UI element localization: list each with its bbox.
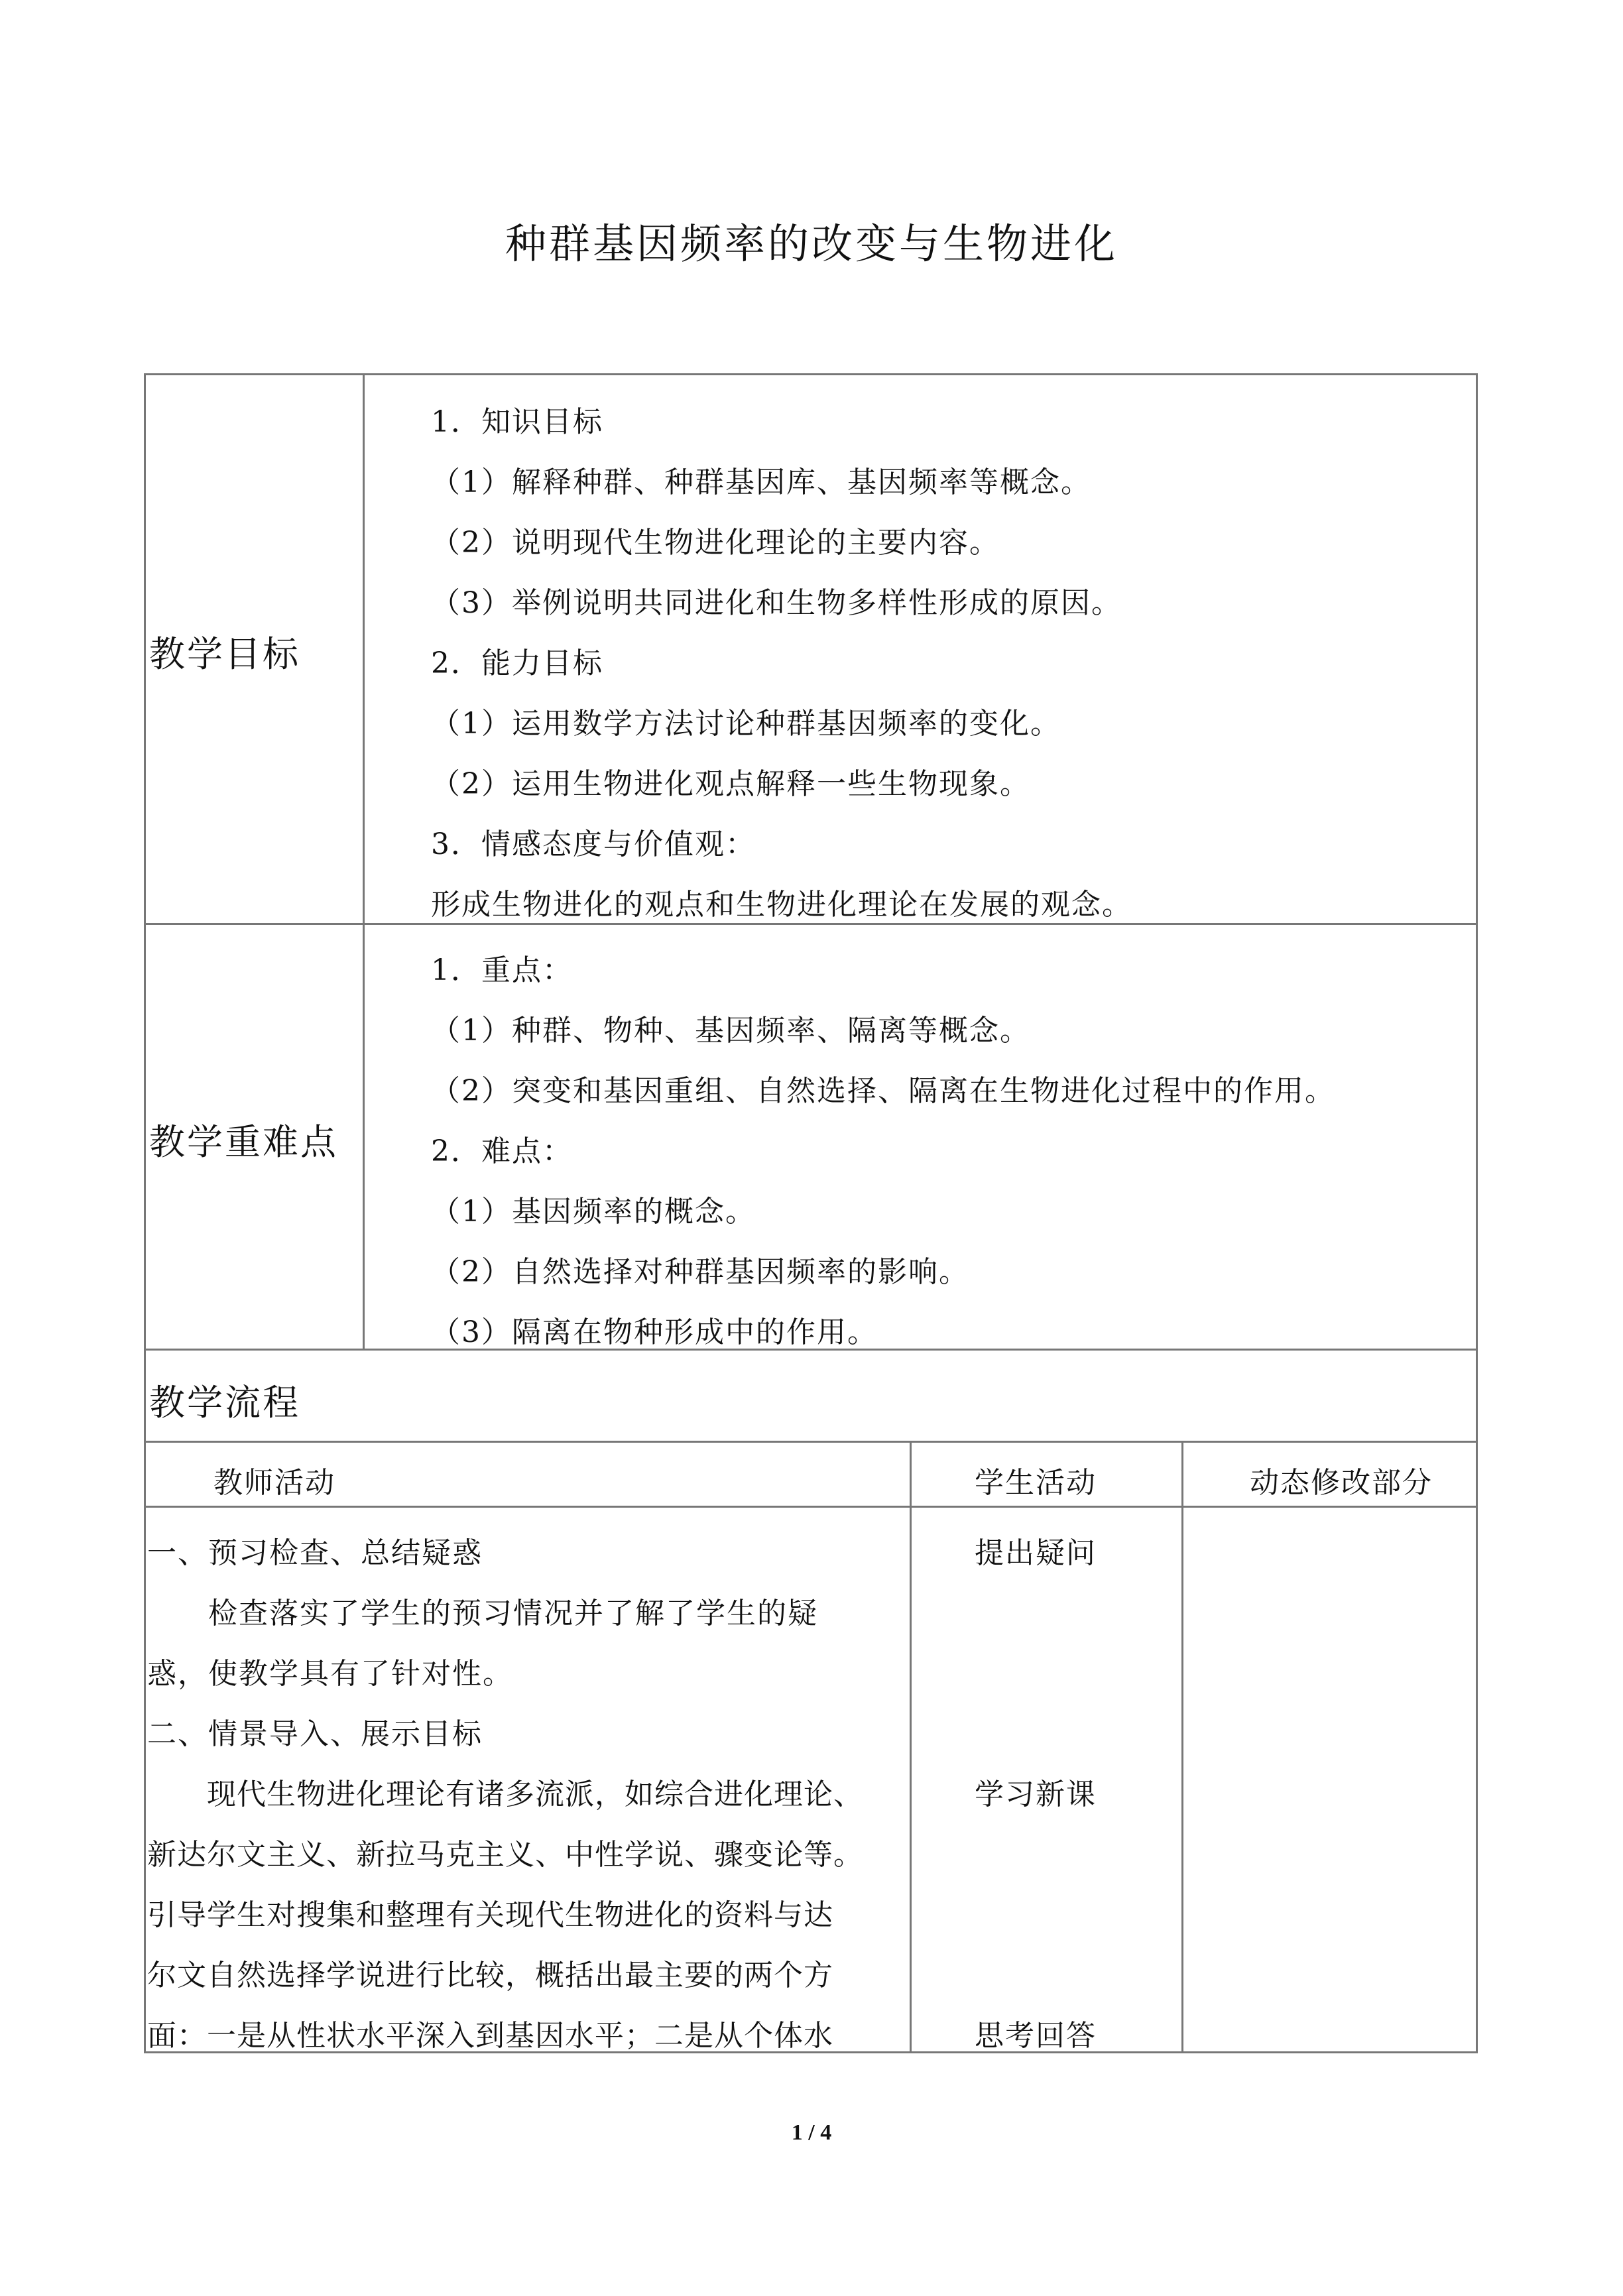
document-title: 种群基因频率的改变与生物进化	[505, 219, 1118, 268]
teacher-activity-line: 尔文自然选择学说进行比较，概括出最主要的两个方	[147, 1959, 833, 1992]
teacher-activity-line: 引导学生对搜集和整理有关现代生物进化的资料与达	[147, 1898, 833, 1932]
keypoint-line: 1．重点：	[431, 953, 573, 987]
flow-label: 教学流程	[149, 1382, 300, 1423]
header-dynamic-changes: 动态修改部分	[1250, 1466, 1433, 1500]
objective-line: （1）运用数学方法讨论种群基因频率的变化。	[431, 707, 1061, 741]
keypoint-line: （2）突变和基因重组、自然选择、隔离在生物进化过程中的作用。	[431, 1074, 1335, 1108]
header-teacher-activity: 教师活动	[213, 1466, 335, 1500]
column-divider	[1181, 1441, 1183, 2053]
row-divider	[144, 1506, 1478, 1508]
objective-line: （2）说明现代生物进化理论的主要内容。	[431, 526, 1000, 560]
keypoint-line: （2）自然选择对种群基因频率的影响。	[431, 1255, 969, 1289]
teacher-activity-line: 惑，使教学具有了针对性。	[147, 1657, 513, 1691]
objective-line: 1．知识目标	[431, 405, 603, 439]
teacher-activity-line: 现代生物进化理论有诸多流派，如综合进化理论、	[147, 1778, 863, 1811]
column-divider	[910, 1441, 912, 2053]
objectives-label: 教学目标	[149, 633, 300, 675]
label-column-divider	[363, 373, 365, 1349]
teacher-activity-line: 二、情景导入、展示目标	[147, 1717, 483, 1751]
teacher-activity-line: 面：一是从性状水平深入到基因水平；二是从个体水	[147, 2019, 833, 2053]
keypoints-label: 教学重难点	[149, 1121, 338, 1163]
header-student-activity: 学生活动	[975, 1466, 1097, 1500]
teacher-activity-line: 新达尔文主义、新拉马克主义、中性学说、骤变论等。	[147, 1838, 863, 1872]
keypoint-line: （3）隔离在物种形成中的作用。	[431, 1315, 878, 1349]
student-activity-item: 学习新课	[975, 1778, 1097, 1811]
objective-line: 形成生物进化的观点和生物进化理论在发展的观念。	[431, 888, 1132, 922]
row-divider	[144, 1441, 1478, 1443]
keypoint-line: 2．难点：	[431, 1134, 573, 1168]
objective-line: 3．情感态度与价值观：	[431, 827, 756, 861]
student-activity-item: 提出疑问	[975, 1536, 1097, 1570]
student-activity-item: 思考回答	[975, 2019, 1097, 2053]
keypoint-line: （1）种群、物种、基因频率、隔离等概念。	[431, 1014, 1030, 1048]
page-number: 1 / 4	[791, 2120, 832, 2145]
row-divider	[144, 923, 1478, 925]
objective-line: 2．能力目标	[431, 646, 603, 680]
objective-line: （1）解释种群、种群基因库、基因频率等概念。	[431, 465, 1091, 499]
keypoint-line: （1）基因频率的概念。	[431, 1195, 756, 1229]
objective-line: （3）举例说明共同进化和生物多样性形成的原因。	[431, 586, 1122, 620]
objective-line: （2）运用生物进化观点解释一些生物现象。	[431, 767, 1030, 801]
teacher-activity-line: 检查落实了学生的预习情况并了解了学生的疑	[147, 1597, 818, 1630]
teacher-activity-line: 一、预习检查、总结疑惑	[147, 1536, 483, 1570]
